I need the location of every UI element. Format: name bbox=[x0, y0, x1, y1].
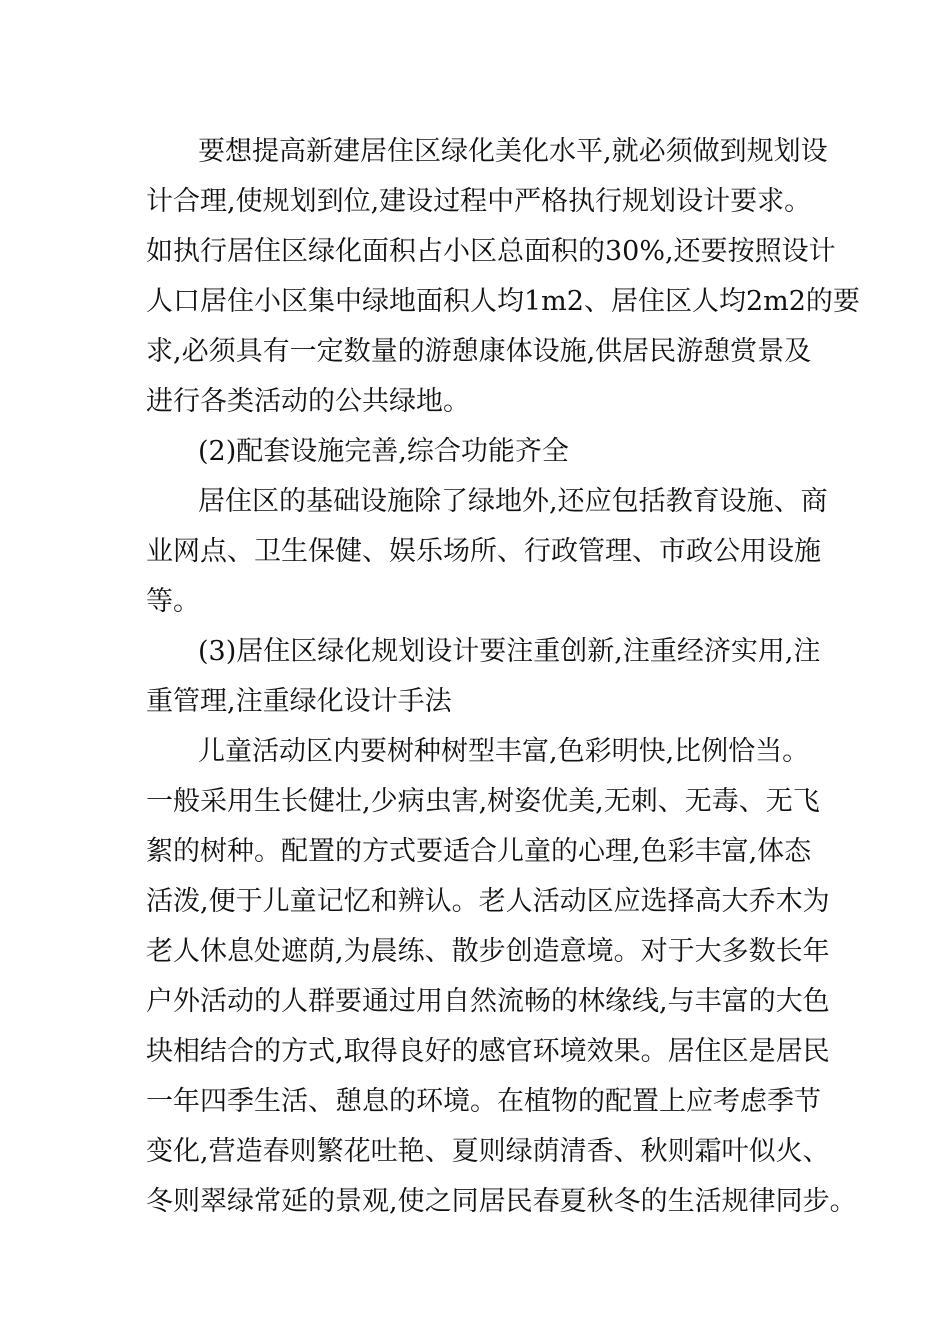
paragraph-line: 冬则翠绿常延的景观,使之同居民春夏秋冬的生活规律同步。 bbox=[146, 1186, 857, 1217]
paragraph-line: 一般采用生长健壮,少病虫害,树姿优美,无刺、无毒、无飞 bbox=[146, 786, 820, 817]
paragraph-line: 老人休息处遮荫,为晨练、散步创造意境。对于大多数长年 bbox=[146, 936, 830, 967]
paragraph-line: 变化,营造春则繁花吐艳、夏则绿荫清香、秋则霜叶似火、 bbox=[146, 1136, 830, 1167]
paragraph-line: 活泼,便于儿童记忆和辨认。老人活动区应选择高大乔木为 bbox=[146, 886, 830, 917]
paragraph-line: 儿童活动区内要树种树型丰富,色彩明快,比例恰当。 bbox=[198, 736, 810, 767]
paragraph-line: 求,必须具有一定数量的游憩康体设施,供居民游憩赏景及 bbox=[146, 336, 812, 367]
paragraph-line: 一年四季生活、憩息的环境。在植物的配置上应考虑季节 bbox=[146, 1086, 821, 1117]
paragraph-line: 居住区的基础设施除了绿地外,还应包括教育设施、商 bbox=[198, 486, 828, 517]
paragraph-line: 人口居住小区集中绿地面积人均1m2、居住区人均2m2的要 bbox=[146, 286, 860, 317]
paragraph-line: 絮的树种。配置的方式要适合儿童的心理,色彩丰富,体态 bbox=[146, 836, 812, 867]
paragraph-line: 计合理,使规划到位,建设过程中严格执行规划设计要求。 bbox=[146, 186, 812, 217]
paragraph-line: 进行各类活动的公共绿地。 bbox=[146, 386, 470, 417]
section-heading: (3)居住区绿化规划设计要注重创新,注重经济实用,注 bbox=[198, 636, 821, 667]
paragraph-line: 等。 bbox=[146, 586, 200, 617]
paragraph-line: 如执行居住区绿化面积占小区总面积的30%,还要按照设计 bbox=[146, 236, 836, 267]
paragraph-line: 块相结合的方式,取得良好的感官环境效果。居住区是居民 bbox=[146, 1036, 830, 1067]
section-heading-continued: 重管理,注重绿化设计手法 bbox=[146, 686, 452, 717]
section-heading: (2)配套设施完善,综合功能齐全 bbox=[198, 436, 569, 467]
paragraph-line: 户外活动的人群要通过用自然流畅的林缘线,与丰富的大色 bbox=[146, 986, 830, 1017]
paragraph-line: 业网点、卫生保健、娱乐场所、行政管理、市政公用设施 bbox=[146, 536, 821, 567]
paragraph-line: 要想提高新建居住区绿化美化水平,就必须做到规划设 bbox=[198, 136, 828, 167]
